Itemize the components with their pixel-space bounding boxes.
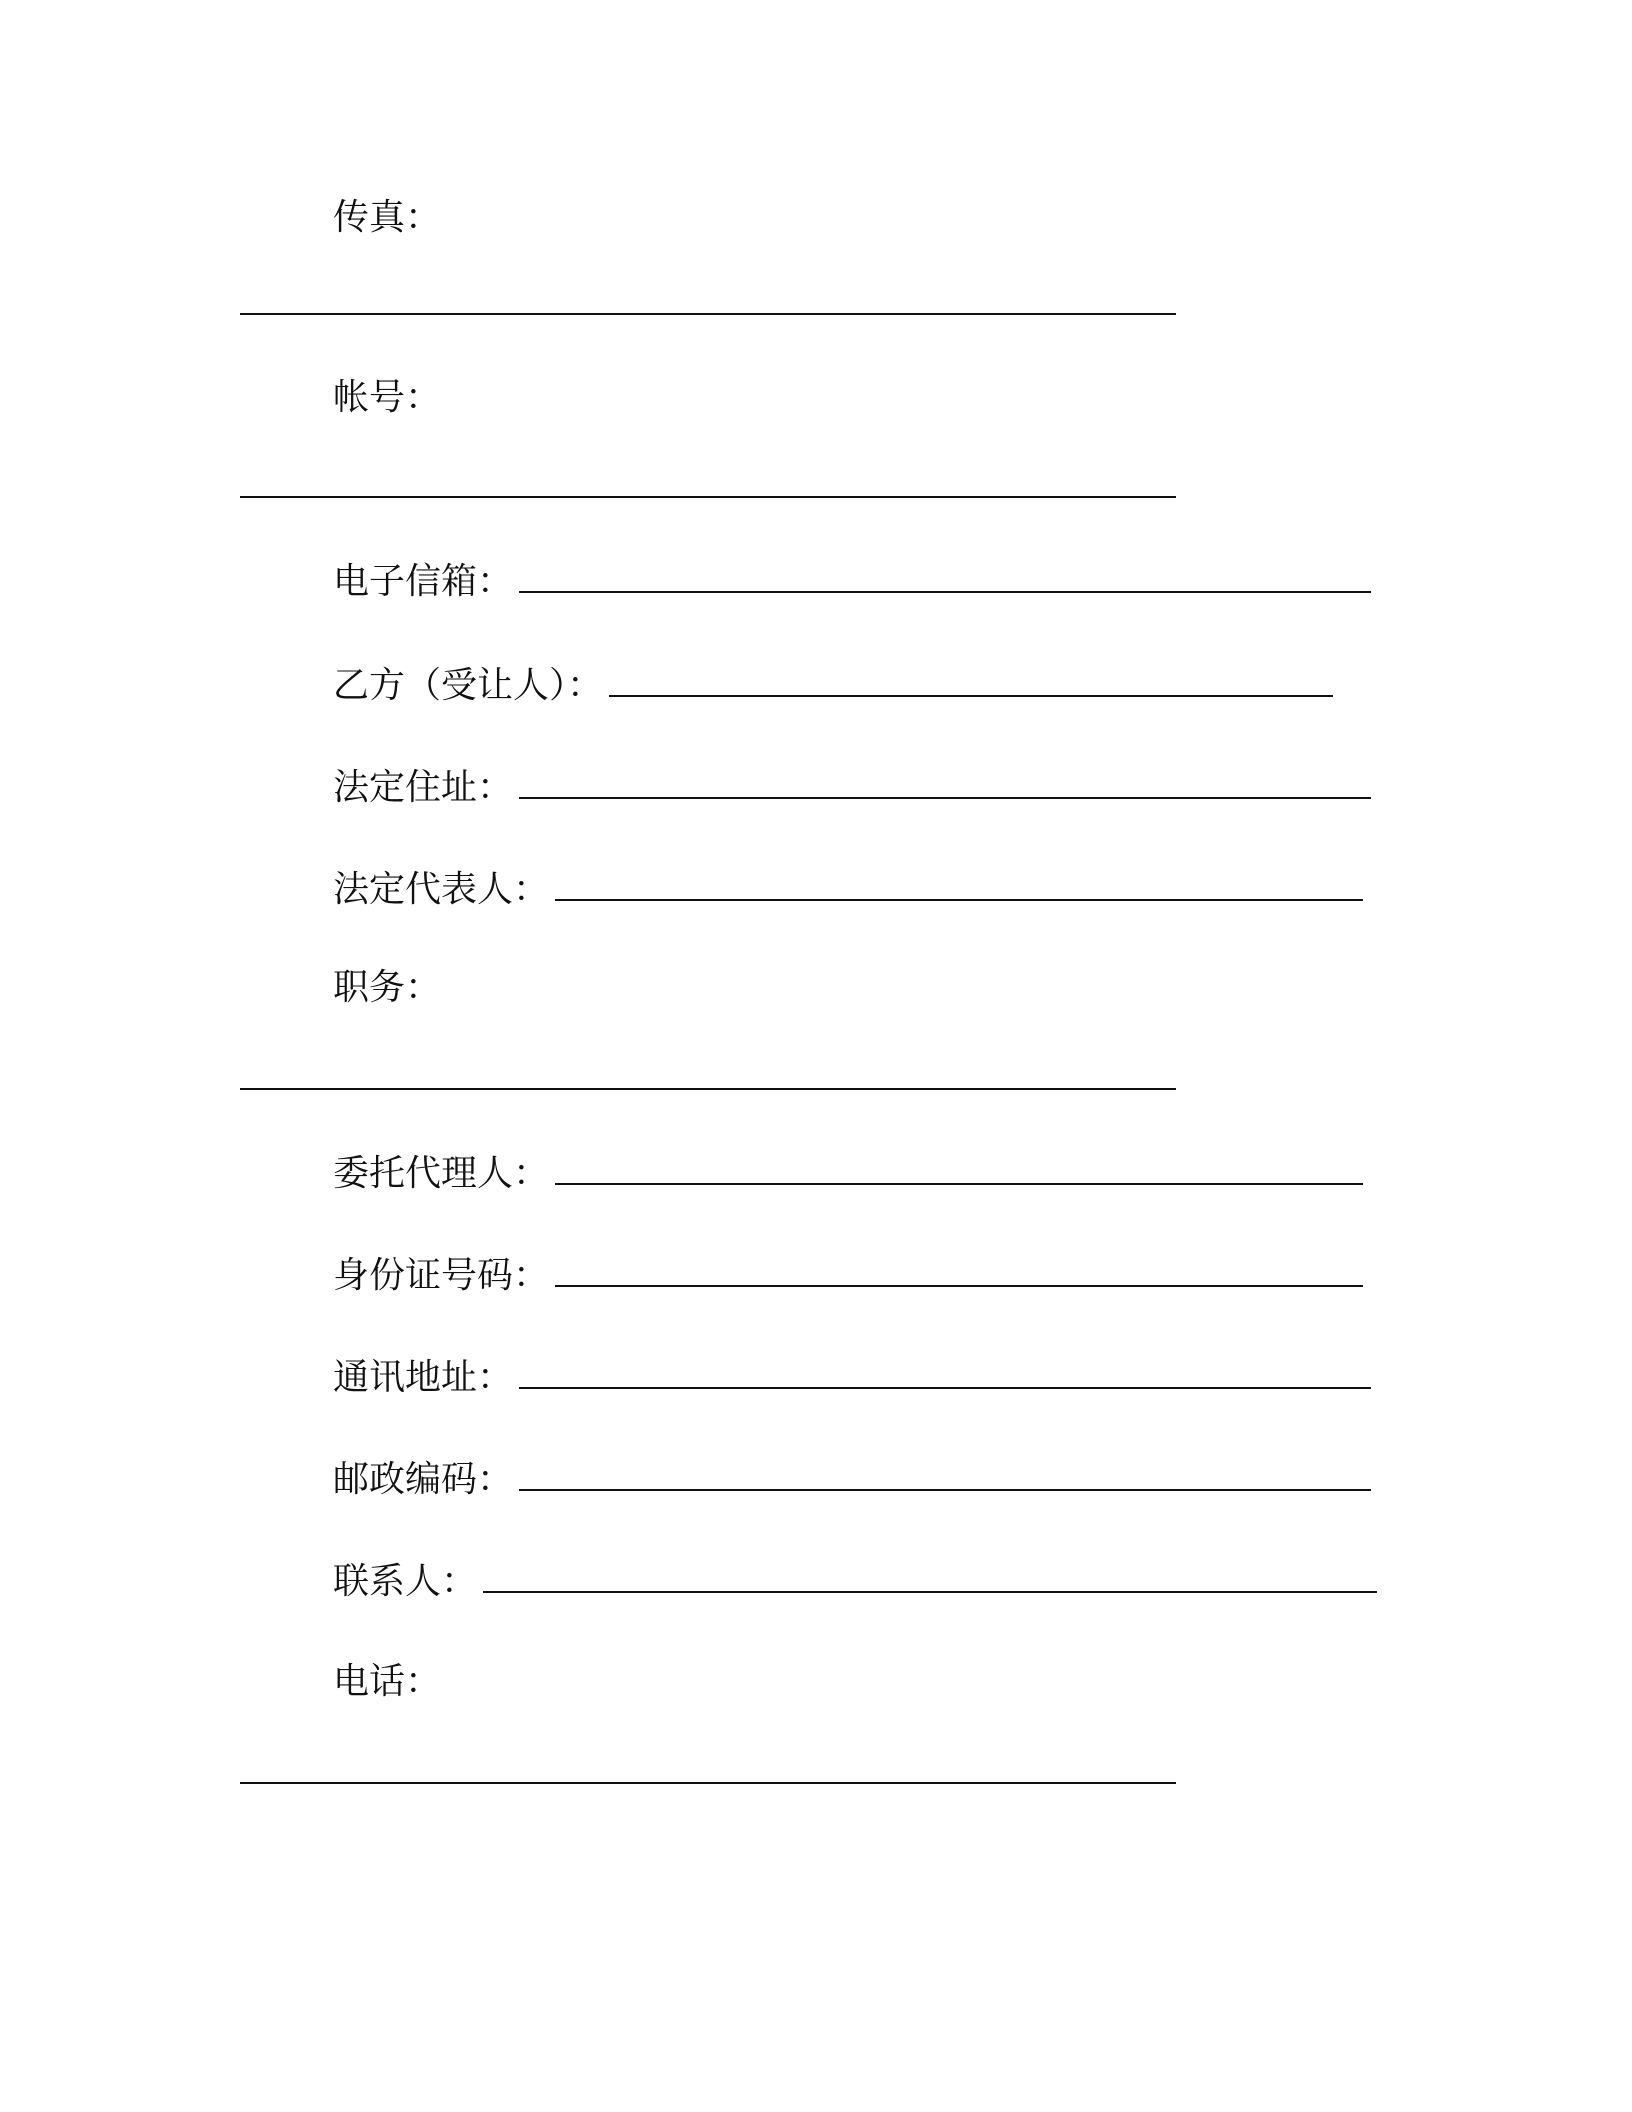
contact-label <box>333 1560 1377 1604</box>
mail-address-blank-line[interactable] <box>519 1357 1371 1389</box>
legal-address-blank-line[interactable] <box>519 767 1371 799</box>
postal-code-label <box>333 1458 1371 1502</box>
legal-address-label-text: 法定住址： <box>333 767 514 808</box>
phone-blank-line[interactable] <box>240 1782 1176 1784</box>
email-label <box>333 560 1371 604</box>
position-label <box>333 966 441 1010</box>
account-label <box>333 376 441 420</box>
email-label-text: 电子信箱： <box>333 561 514 602</box>
postal-code-label-text: 邮政编码： <box>333 1459 514 1500</box>
id-number-blank-line[interactable] <box>555 1255 1363 1287</box>
fax-label-text: 传真： <box>333 197 442 238</box>
agent-label <box>333 1152 1363 1196</box>
party-b-label <box>333 664 1333 708</box>
position-blank-line[interactable] <box>240 1088 1176 1090</box>
legal-address-label <box>333 766 1371 810</box>
mail-address-label-text: 通讯地址： <box>333 1357 514 1398</box>
id-number-label <box>333 1254 1363 1298</box>
party-b-label-text: 乙方（受让人）： <box>333 665 604 706</box>
phone-label-text: 电话： <box>333 1661 442 1702</box>
fax-blank-line[interactable] <box>240 313 1176 315</box>
agent-label-text: 委托代理人： <box>333 1153 550 1194</box>
email-blank-line[interactable] <box>519 561 1371 593</box>
agent-blank-line[interactable] <box>555 1153 1363 1185</box>
phone-label <box>333 1660 441 1704</box>
legal-rep-blank-line[interactable] <box>555 869 1363 901</box>
legal-rep-label-text: 法定代表人： <box>333 869 550 910</box>
party-b-blank-line[interactable] <box>609 665 1333 697</box>
account-label-text: 帐号： <box>333 377 442 418</box>
legal-rep-label <box>333 868 1363 912</box>
contact-blank-line[interactable] <box>483 1561 1377 1593</box>
mail-address-label <box>333 1356 1371 1400</box>
postal-code-blank-line[interactable] <box>519 1459 1371 1491</box>
fax-label <box>333 196 441 240</box>
position-label-text: 职务： <box>333 967 442 1008</box>
contact-label-text: 联系人： <box>333 1561 478 1602</box>
id-number-label-text: 身份证号码： <box>333 1255 550 1296</box>
account-blank-line[interactable] <box>240 496 1176 498</box>
